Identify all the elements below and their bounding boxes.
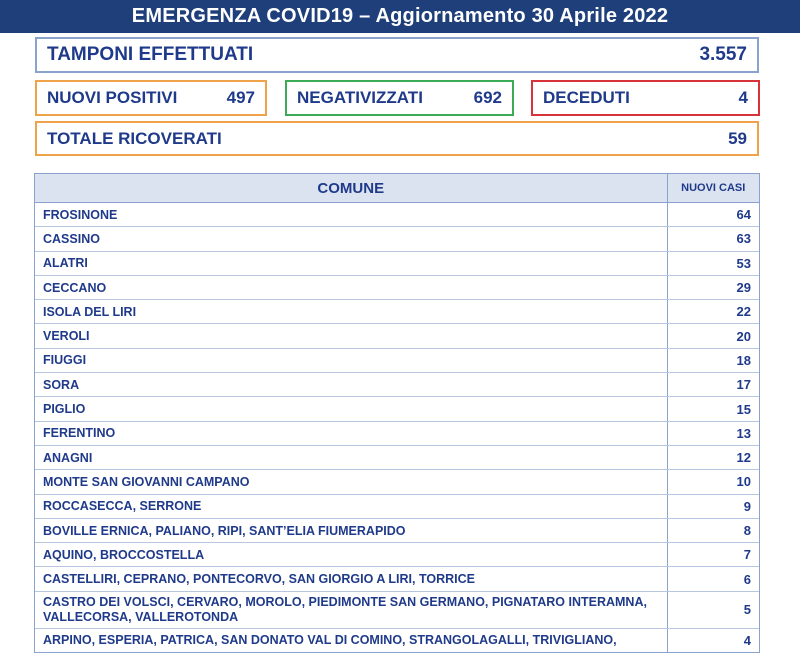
negativizzati-value: 692 (473, 88, 502, 107)
nuovi-positivi-box (35, 80, 267, 116)
comune-cell: CASTELLIRI, CEPRANO, PONTECORVO, SAN GIORGIO A LIRI, TORRICE (35, 567, 667, 591)
nuovi-casi-cell: 6 (667, 567, 759, 591)
table-row (35, 628, 759, 652)
comune-cell: CASSINO (35, 227, 667, 251)
table-row (35, 470, 759, 494)
comuni-table (34, 173, 760, 653)
column-header-comune: COMUNE (35, 174, 667, 203)
page-title: EMERGENZA COVID19 – Aggiornamento 30 Aprile 2022 (0, 0, 800, 33)
table-row (35, 567, 759, 591)
nuovi-casi-cell: 5 (667, 591, 759, 628)
nuovi-casi-cell: 15 (667, 397, 759, 421)
nuovi-casi-cell: 4 (667, 628, 759, 652)
comune-cell: SORA (35, 373, 667, 397)
nuovi-positivi-value: 497 (226, 88, 255, 107)
comune-cell: ARPINO, ESPERIA, PATRICA, SAN DONATO VAL DI COMINO, STRANGOLAGALLI, TRIVIGLIANO, (43, 633, 617, 648)
deceduti-value: 4 (738, 88, 748, 107)
nuovi-casi-cell: 64 (667, 203, 759, 227)
nuovi-casi-cell: 17 (667, 373, 759, 397)
table-row (35, 227, 759, 251)
nuovi-casi-cell: 63 (667, 227, 759, 251)
nuovi-casi-cell: 13 (667, 421, 759, 445)
tamponi-box (35, 37, 759, 73)
deceduti-label: DECEDUTI (543, 88, 630, 107)
tamponi-label: TAMPONI EFFETTUATI (47, 44, 254, 65)
nuovi-casi-cell: 9 (667, 494, 759, 518)
comune-cell: CASTRO DEI VOLSCI, CERVARO, MOROLO, PIEDIMONTE SAN GERMANO, PIGNATARO INTERAMNA, VALLECORSA, VALLEROTONDA (35, 591, 667, 628)
deceduti-box (531, 80, 760, 116)
table-row (35, 543, 759, 567)
nuovi-casi-cell: 12 (667, 445, 759, 469)
comune-cell: ISOLA DEL LIRI (35, 300, 667, 324)
totale-ricoverati-box (35, 121, 759, 156)
comune-cell: MONTE SAN GIOVANNI CAMPANO (35, 470, 667, 494)
table-row (35, 445, 759, 469)
negativizzati-box (285, 80, 514, 116)
table-row (35, 494, 759, 518)
nuovi-casi-cell: 10 (667, 470, 759, 494)
negativizzati-label: NEGATIVIZZATI (297, 88, 423, 107)
nuovi-casi-cell: 22 (667, 300, 759, 324)
comune-cell: CECCANO (35, 275, 667, 299)
table-row (35, 275, 759, 299)
table-row (35, 300, 759, 324)
nuovi-positivi-label: NUOVI POSITIVI (47, 88, 178, 107)
totale-ricoverati-label: TOTALE RICOVERATI (47, 128, 222, 148)
table-row (35, 518, 759, 542)
table-row (35, 251, 759, 275)
comune-cell: BOVILLE ERNICA, PALIANO, RIPI, SANT’ELIA FIUMERAPIDO (35, 518, 667, 542)
comune-cell: PIGLIO (35, 397, 667, 421)
tamponi-value: 3.557 (699, 44, 747, 65)
comune-cell: ANAGNI (35, 445, 667, 469)
nuovi-casi-cell: 8 (667, 518, 759, 542)
nuovi-casi-cell: 20 (667, 324, 759, 348)
nuovi-casi-cell: 53 (667, 251, 759, 275)
comune-cell: ROCCASECCA, SERRONE (35, 494, 667, 518)
comune-cell: FIUGGI (35, 348, 667, 372)
table-row (35, 591, 759, 628)
column-header-nuovi-casi: NUOVI CASI (667, 174, 759, 203)
comune-cell: ALATRI (35, 251, 667, 275)
comune-cell: VEROLI (35, 324, 667, 348)
table-row (35, 324, 759, 348)
totale-ricoverati-value: 59 (728, 128, 747, 148)
table-row (35, 397, 759, 421)
nuovi-casi-cell: 18 (667, 348, 759, 372)
table-row (35, 373, 759, 397)
comune-cell: AQUINO, BROCCOSTELLA (35, 543, 667, 567)
table-header-row (35, 174, 759, 203)
table-row (35, 348, 759, 372)
nuovi-casi-cell: 29 (667, 275, 759, 299)
nuovi-casi-cell: 7 (667, 543, 759, 567)
comune-cell: FERENTINO (35, 421, 667, 445)
table-row (35, 421, 759, 445)
table-row (35, 203, 759, 227)
comune-cell: FROSINONE (35, 203, 667, 227)
